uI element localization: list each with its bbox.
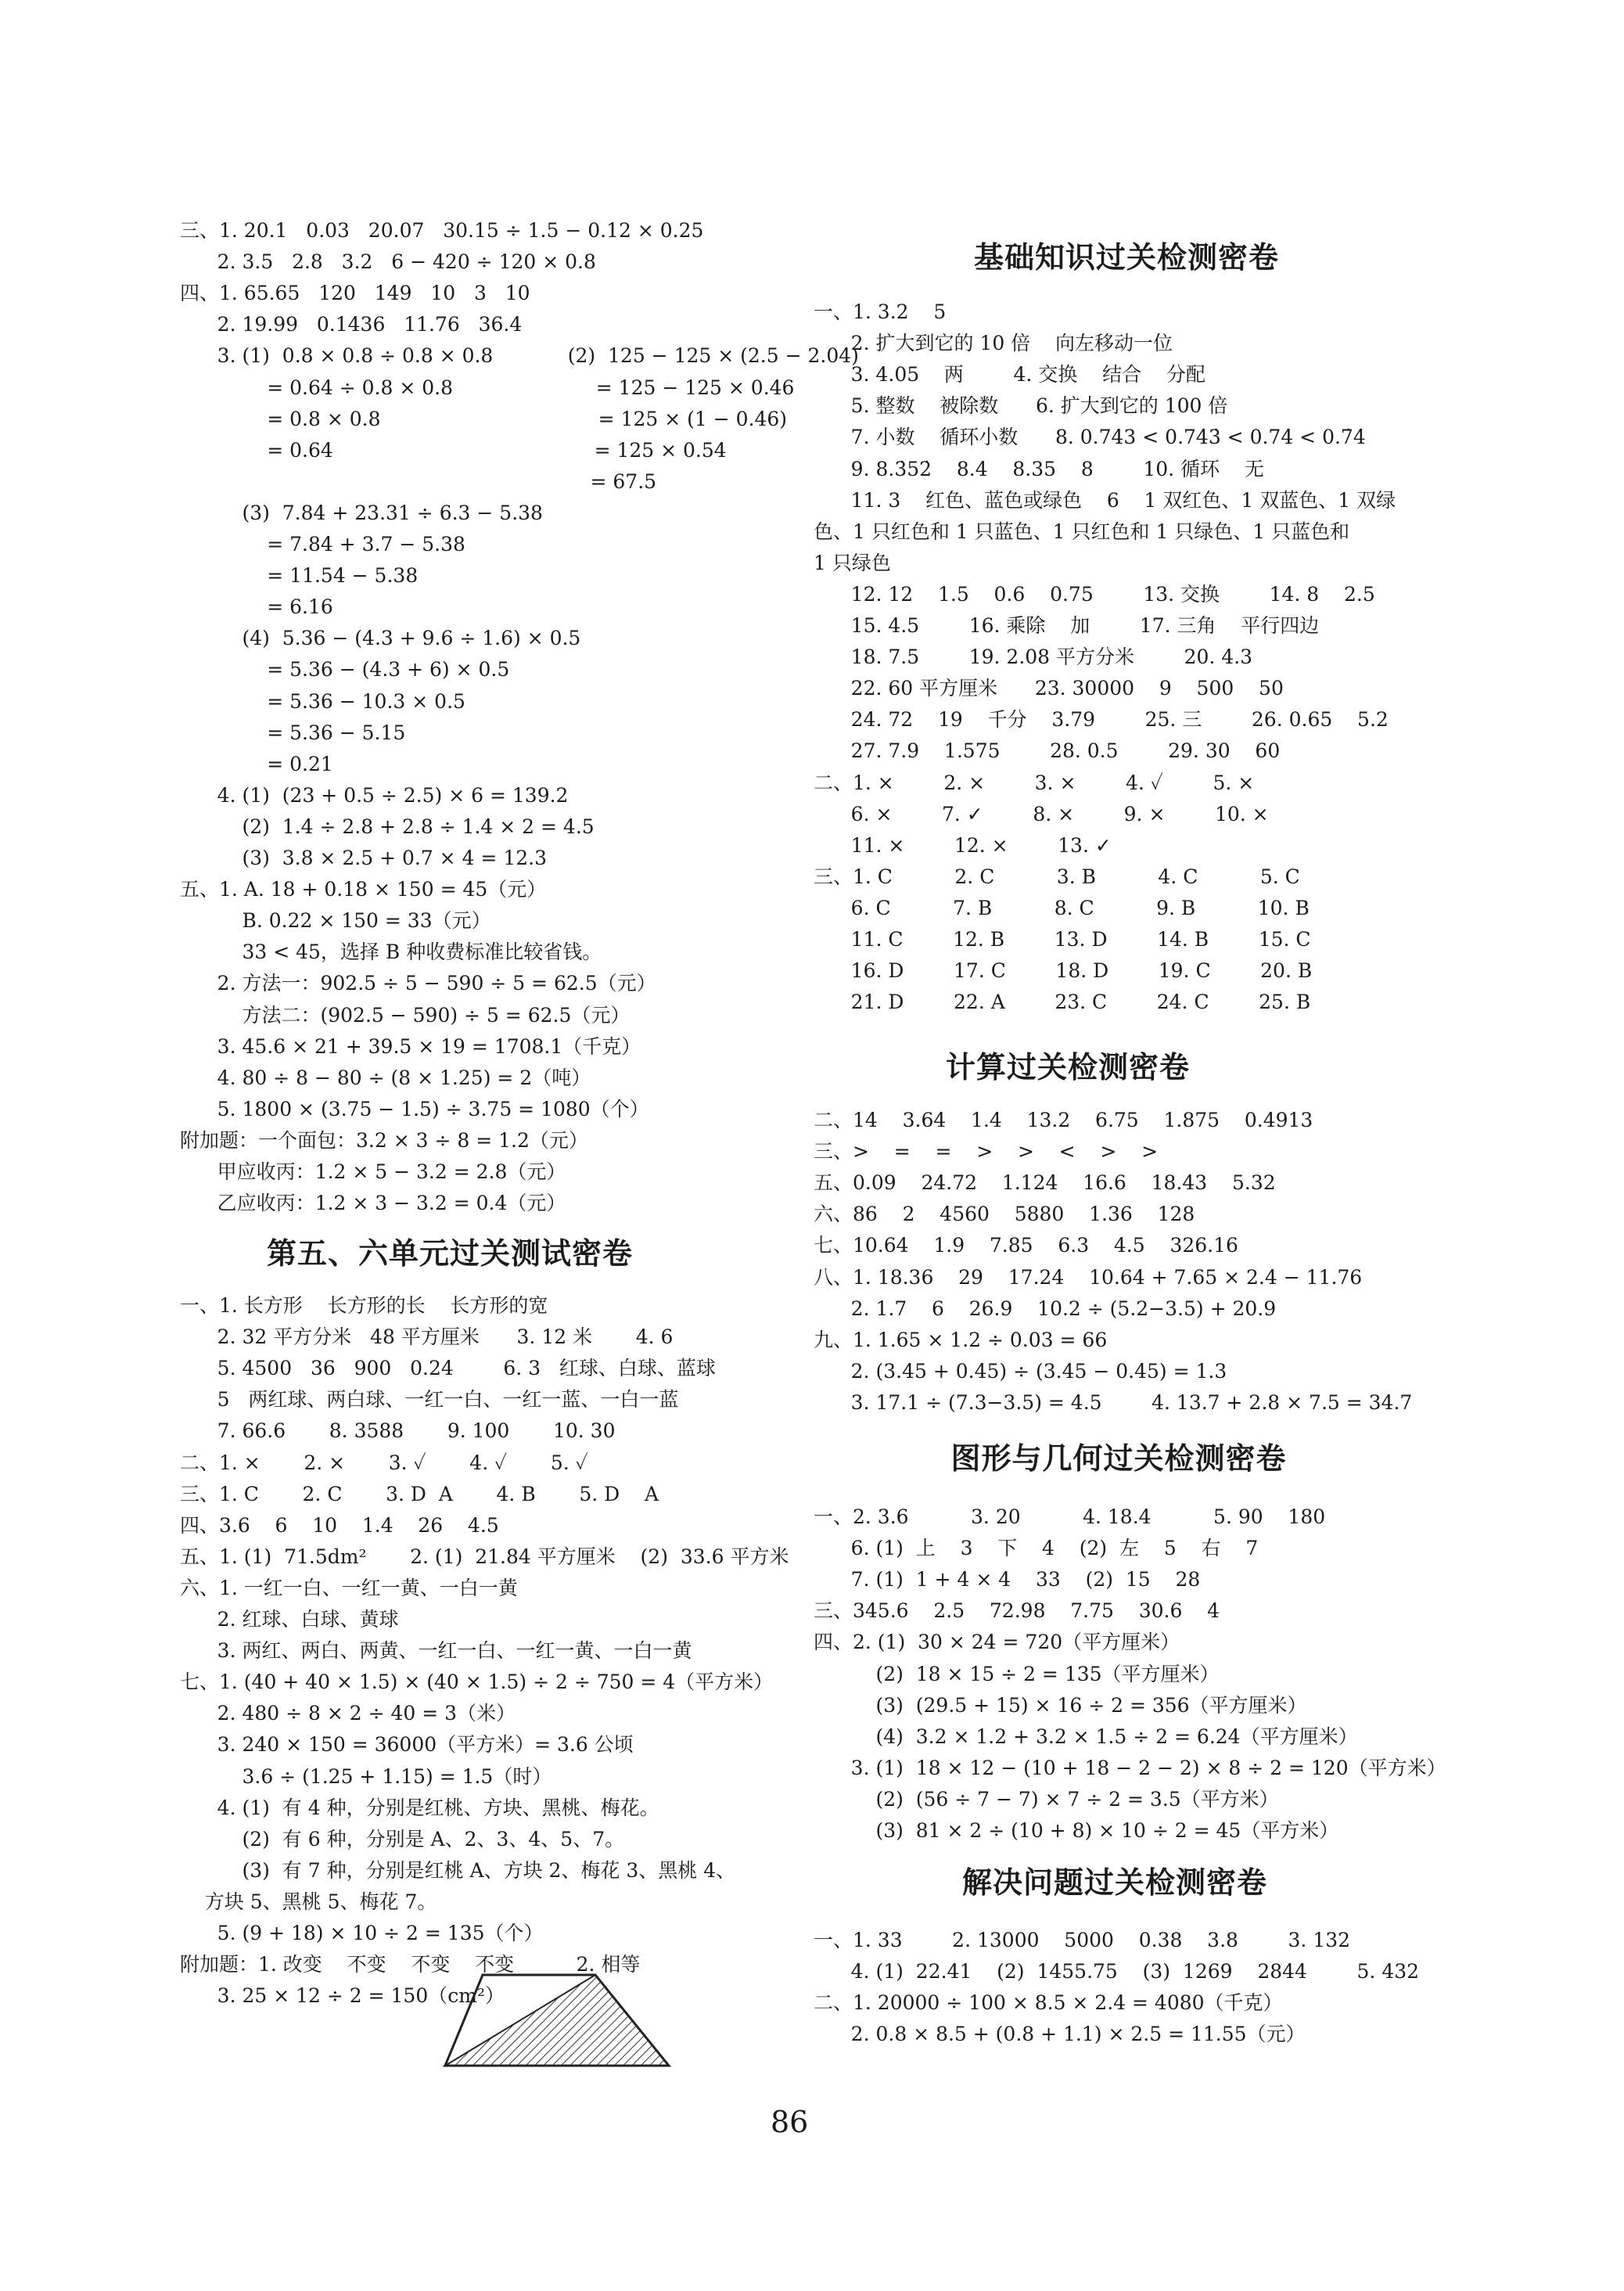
answer-line: 一、2. 3.6 3. 20 4. 18.4 5. 90 180 [814,1505,1326,1528]
answer-line: 一、1. 长方形 长方形的长 长方形的宽 [180,1294,548,1317]
answer-line: 九、1. 1.65 × 1.2 ÷ 0.03 = 66 [814,1328,1108,1351]
answer-line: (3) (29.5 + 15) × 16 ÷ 2 = 356（平方厘米） [814,1693,1307,1717]
page-number: 86 [771,2105,809,2139]
answer-line: (2) 1.4 ÷ 2.8 + 2.8 ÷ 1.4 × 2 = 4.5 [180,815,595,838]
answer-line: 7. 66.6 8. 3588 9. 100 10. 30 [180,1419,616,1443]
answer-line: 2. 红球、白球、黄球 [180,1608,399,1631]
answer-line: (2) 18 × 15 ÷ 2 = 135（平方厘米） [814,1662,1220,1685]
answer-line: 6. (1) 上 3 下 4 (2) 左 5 右 7 [814,1537,1259,1560]
answer-line: (3) 81 × 2 ÷ (10 + 8) × 10 ÷ 2 = 45（平方米） [814,1819,1339,1842]
answer-line: 2. 方法一：902.5 ÷ 5 − 590 ÷ 5 = 62.5（元） [180,972,656,995]
answer-line: (3) 有 7 种，分别是红桃 A、方块 2、梅花 3、黑桃 4、 [180,1858,736,1882]
answer-line: (2) 有 6 种，分别是 A、2、3、4、5、7。 [180,1827,625,1850]
answer-line: 9. 8.3̇52̇ 8.4 8.35 8 10. 循环 无 [814,457,1264,480]
answer-line: 18. 7.5 19. 2.08 平方分米 20. 4.3 [814,646,1253,669]
answer-line: 4. (1) (23 + 0.5 ÷ 2.5) × 6 = 139.2 [180,783,569,807]
answer-line: = 5.36 − (4.3 + 6) × 0.5 [180,658,510,682]
answer-line: 附加题：一个面包：3.2 × 3 ÷ 8 = 1.2（元） [180,1128,588,1152]
answer-line: 乙应收丙：1.2 × 3 − 3.2 = 0.4（元） [180,1192,566,1215]
answer-line: 二、1. × 2. × 3. × 4. ✓ 5. × [814,771,1255,794]
answer-line: 2. 1.7 6 26.9 10.2 ÷ (5.2−3.5) + 20.9 [814,1297,1277,1320]
answer-line: 11. 3 红色、蓝色或绿色 6 1 双红色、1 双蓝色、1 双绿 [814,488,1396,512]
answer-line: 2. (3.45 + 0.45) ÷ (3.45 − 0.45) = 1.3 [814,1359,1227,1383]
answer-line: 六、1. 一红一白、一红一黄、一白一黄 [180,1576,518,1599]
section-title: 基础知识过关检测密卷 [973,240,1280,275]
answer-line: 3. 4.05 两 4. 交换 结合 分配 [814,363,1205,387]
answer-line: 四、2. (1) 30 × 24 = 720（平方厘米） [814,1631,1180,1654]
answer-line: 5. 整数 被除数 6. 扩大到它的 100 倍 [814,394,1228,418]
shaded-triangle [445,1975,669,2066]
answer-line: 三、1. C 2. C 3. B 4. C 5. C [814,865,1300,888]
answer-line: 2. 扩大到它的 10 倍 向左移动一位 [814,332,1173,355]
answer-line: 2. 32 平方分米 48 平方厘米 3. 12 米 4. 6 [180,1325,674,1349]
answer-line: = 0.64 ÷ 0.8 × 0.8 = 125 − 125 × 0.46 [180,376,795,399]
answer-line: 5. 1800 × (3.75 − 1.5) ÷ 3.75 = 1080（个） [180,1097,649,1120]
section-title: 第五、六单元过关测试密卷 [266,1236,634,1271]
answer-line: 二、14 3.64 1.4 13.2 6.75 1.875 0.4913 [814,1109,1313,1131]
answer-line: 四、3.6 6 10 1.4 26 4.5 [180,1513,499,1537]
answer-line: 方法二：(902.5 − 590) ÷ 5 = 62.5（元） [180,1003,631,1027]
answer-line: 7. 小数 循环小数 8. 0.743 < 0.74̇3̇ < 0.74̇ < 0.7̇4̇ [814,426,1366,449]
answer-line: 甲应收丙：1.2 × 5 − 3.2 = 2.8（元） [180,1160,566,1183]
answer-line: 3. (1) 0.8 × 0.8 ÷ 0.8 × 0.8 (2) 125 − 125 × (2.5 − 2.04) [180,344,859,368]
answer-line: 1 只绿色 [814,551,891,574]
answer-line: 3. (1) 18 × 12 − (10 + 18 − 2 − 2) × 8 ÷ 2 = 120（平方米） [814,1756,1446,1779]
answer-line: 16. D 17. C 18. D 19. C 20. B [814,959,1313,983]
answer-line: 色、1 只红色和 1 只蓝色、1 只红色和 1 只绿色、1 只蓝色和 [814,520,1350,543]
answer-line: 4. (1) 有 4 种，分别是红桃、方块、黑桃、梅花。 [180,1796,659,1819]
answer-line: 12. 12 1.5 0.6 0.75 13. 交换 14. 8 2.5 [814,582,1375,606]
answer-line: 2. 480 ÷ 8 × 2 ÷ 40 = 3（米） [180,1702,516,1725]
answer-line: 三、345.6 2.5 72.98 7.75 30.6 4 [814,1599,1220,1623]
answer-line: 3.6 ÷ (1.25 + 1.15) = 1.5（时） [180,1764,552,1788]
answer-line: 2. 19.99 0.1436 11.76 36.4 [180,313,523,336]
answer-line: 27. 7.9 1.575 28. 0.5 29. 30 60 [814,739,1281,763]
answer-line: 3. 25 × 12 ÷ 2 = 150（cm²） [180,1984,505,2008]
answer-line: 五、0.09 24.72 1.124̇ 16.6 18.43 5.32 [814,1171,1276,1195]
trapezoid-figure [442,1972,677,2073]
answer-line: 2. 3.5 2.8 3.2 6 − 420 ÷ 120 × 0.8 [180,250,596,274]
answer-line: = 6.16 [180,595,333,619]
answer-line: 一、1. 3.2 5 [814,300,947,323]
answer-line: 4. (1) 22.41 (2) 1455.75 (3) 1269 2844 5. 432 [814,1960,1420,1983]
answer-line: 4. 80 ÷ 8 − 80 ÷ (8 × 1.25) = 2（吨） [180,1066,591,1089]
answer-line: = 5.36 − 10.3 × 0.5 [180,689,465,713]
answer-line: 21. D 22. A 23. C 24. C 25. B [814,991,1311,1014]
answer-line: 5. (9 + 18) × 10 ÷ 2 = 135（个） [180,1922,544,1944]
section-title: 图形与几何过关检测密卷 [950,1441,1287,1476]
answer-line: 11. × 12. × 13. ✓ [814,833,1112,857]
answer-line: (4) 3.2 × 1.2 + 3.2 × 1.5 ÷ 2 = 6.24（平方厘米） [814,1725,1358,1748]
answer-line: B. 0.22 × 150 = 33（元） [180,909,491,933]
answer-line: 附加题：1. 改变 不变 不变 不变 2. 相等 [180,1953,641,1976]
answer-line: 六、86 2 4560 5880 1.36 128 [814,1203,1195,1226]
answer-line: 五、1. (1) 71.5dm² 2. (1) 21.84 平方厘米 (2) 33.6 平方米 [180,1545,789,1568]
answer-line: 七、1. (40 + 40 × 1.5) × (40 × 1.5) ÷ 2 ÷ 750 = 4（平方米） [180,1671,774,1694]
answer-line: 5 两红球、两白球、一红一白、一红一蓝、一白一蓝 [180,1388,679,1412]
answer-line: 三、1. 20.1 0.03 20.07 30.15 ÷ 1.5 − 0.12 × 0.25 [180,219,704,242]
answer-line: = 0.21 [180,752,333,775]
answer-line: 七、10.64 1.9 7.85 6.3 4.5 326.16 [814,1234,1238,1257]
answer-line: 5. 4500 36 900 0.24 6. 3 红球、白球、蓝球 [180,1357,716,1380]
answer-line: 24. 72 19 千分 3.79 25. 三 26. 0.65 5.2 [814,708,1389,732]
answer-line: 33 < 45，选择 B 种收费标准比较省钱。 [180,940,602,964]
answer-line: (4) 5.36 − (4.3 + 9.6 ÷ 1.6) × 0.5 [180,627,581,650]
answer-line: 二、1. × 2. × 3. ✓ 4. ✓ 5. ✓ [180,1451,588,1474]
answer-line: 八、1. 18.36 29 17.24 10.64 + 7.65 × 2.4 − 11.76 [814,1265,1363,1289]
answer-line: 6. × 7. ✓ 8. × 9. × 10. × [814,802,1269,825]
answer-line: 15. 4.5 16. 乘除 加 17. 三角 平行四边 [814,614,1320,637]
answer-line: 二、1. 20000 ÷ 100 × 8.5 × 2.4 = 4080（千克） [814,1991,1283,2015]
answer-line: 6. C 7. B 8. C 9. B 10. B [814,896,1310,919]
answer-line: 7. (1) 1 + 4 × 4 33 (2) 15 28 [814,1568,1201,1591]
answer-line: 五、1. A. 18 + 0.18 × 150 = 45（元） [180,878,547,901]
section-title: 计算过关检测密卷 [945,1050,1191,1084]
answer-line: = 7.84 + 3.7 − 5.38 [180,533,465,556]
answer-line: = 0.8 × 0.8 = 125 × (1 − 0.46) [180,407,788,430]
answer-line: 一、1. 33 2. 13000 5000 0.38 3.8 3. 132 [814,1929,1351,1951]
answer-line: 3. 240 × 150 = 36000（平方米）= 3.6 公顷 [180,1733,634,1757]
answer-line: 3. 45.6 × 21 + 39.5 × 19 = 1708.1（千克） [180,1034,641,1058]
answer-line: = 0.64 = 125 × 0.54 [180,438,727,462]
answer-line: = 5.36 − 5.15 [180,721,406,744]
answer-line: 22. 60 平方厘米 23. 30000 9 500 50 [814,677,1284,700]
answer-line: 三、1. C 2. C 3. D A 4. B 5. D A [180,1482,659,1505]
answer-line: 11. C 12. B 13. D 14. B 15. C [814,928,1311,951]
answer-line: (3) 7.84 + 23.31 ÷ 6.3 − 5.38 [180,501,543,524]
answer-line: 三、> = = > > < > > [814,1140,1159,1163]
answer-line: 2. 0.8 × 8.5 + (0.8 + 1.1) × 2.5 = 11.55（元） [814,2023,1306,2046]
answer-line: 3. 17.1 ÷ (7.3−3.5) = 4.5 4. 13.7 + 2.8 × 7.5 = 34.7 [814,1390,1413,1414]
answer-line: 3. 两红、两白、两黄、一红一白、一红一黄、一白一黄 [180,1639,692,1663]
answer-line: (3) 3.8 × 2.5 + 0.7 × 4 = 12.3 [180,847,547,869]
answer-line: = 67.5 [180,469,657,493]
answer-line: = 11.54 − 5.38 [180,564,419,588]
section-title: 解决问题过关检测密卷 [961,1865,1268,1900]
answer-line: 方块 5、黑桃 5、梅花 7。 [180,1890,437,1913]
answer-line: 四、1. 65.65 120 149 10 3 10 [180,282,530,305]
answer-line: (2) (56 ÷ 7 − 7) × 7 ÷ 2 = 3.5（平方米） [814,1787,1279,1811]
